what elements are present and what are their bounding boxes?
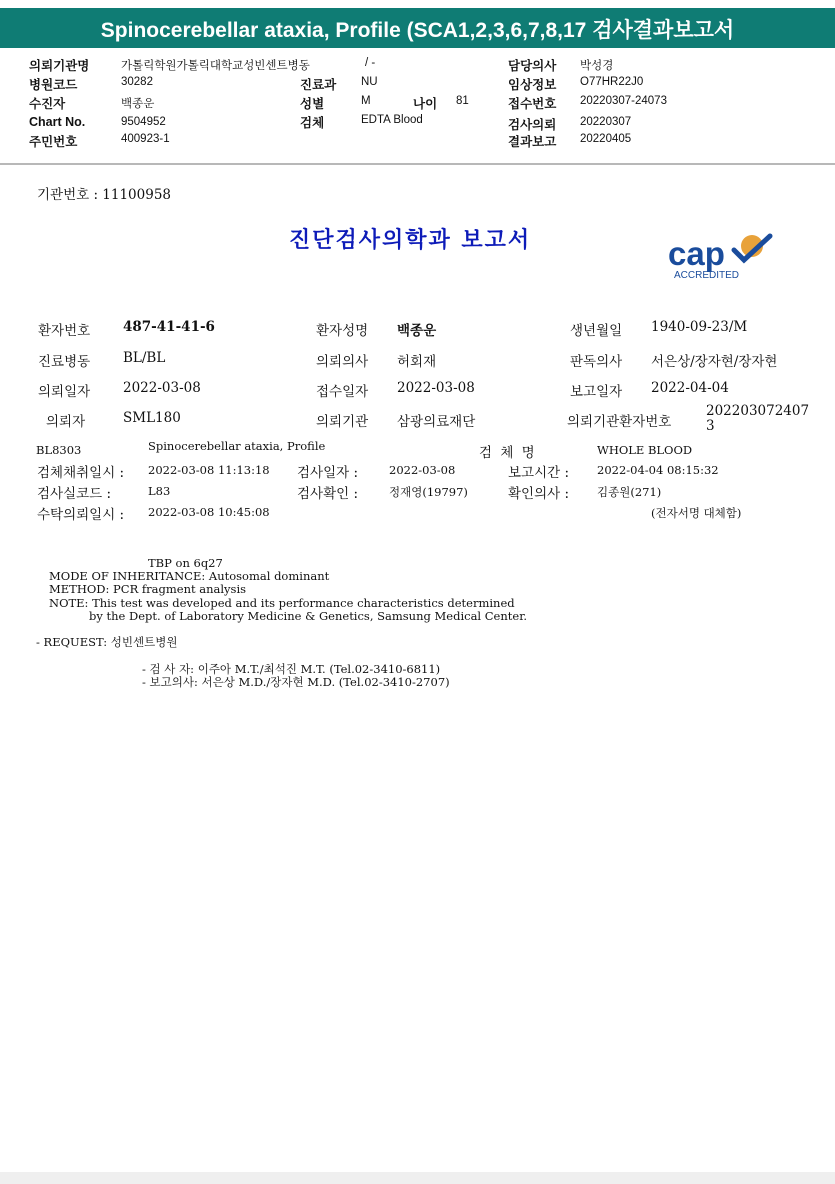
- cap-logo-text: cap: [668, 235, 725, 272]
- reporter-line: - 보고의사: 서은상 M.D./장자현 M.D. (Tel.02-3410-2707): [142, 675, 450, 689]
- consign-label: 수탁의뢰일시 :: [37, 507, 125, 523]
- inst-patient-no-value-1: 202203072407: [706, 403, 810, 419]
- requester-label: 의뢰자: [46, 414, 86, 430]
- examiner-line: - 검 사 자: 이주아 M.T./최석진 M.T. (Tel.02-3410-6811): [142, 662, 441, 676]
- institution-value: 가톨릭학원가톨릭대학교성빈센트병동: [121, 60, 310, 72]
- ward-value: BL/BL: [123, 350, 166, 366]
- specimen-name-label: 검 체 명: [479, 445, 537, 461]
- patient-value: 백종운: [121, 98, 155, 110]
- requester-value: SML180: [123, 410, 181, 426]
- specimen-label: 검체: [300, 116, 325, 130]
- consign-value: 2022-03-08 10:45:08: [148, 505, 270, 519]
- reading-label: 판독의사: [570, 354, 623, 370]
- doctor-label: 담당의사: [508, 59, 557, 73]
- patient-label: 수진자: [29, 97, 66, 111]
- test-code: BL8303: [36, 443, 82, 457]
- reading-value: 서은상/장자현/장자현: [651, 354, 778, 370]
- report-date-value: 20220405: [580, 133, 632, 145]
- req-date-label: 의뢰일자: [38, 384, 91, 400]
- room-value: L83: [148, 484, 171, 498]
- inst-patient-no-label: 의뢰기관환자번호: [567, 414, 672, 430]
- dept-label: 진료과: [300, 78, 337, 92]
- title-bar: [0, 8, 835, 48]
- institution-label: 의뢰기관명: [29, 59, 90, 73]
- exam-date-label: 검사일자 :: [297, 465, 359, 481]
- request-date-value: 20220307: [580, 116, 632, 128]
- report-time-value: 2022-04-04 08:15:32: [597, 463, 719, 477]
- sex-value: M: [361, 95, 371, 107]
- confirm-value: 정재영(19797): [389, 485, 468, 499]
- doctor-value: 박성경: [580, 60, 614, 72]
- specimen-name-value: WHOLE BLOOD: [597, 443, 693, 457]
- body-line-2: MODE OF INHERITANCE: Autosomal dominant: [49, 569, 330, 583]
- verify-label: 확인의사 :: [508, 486, 570, 502]
- req-inst-value: 삼광의료재단: [397, 414, 476, 430]
- recv-date-value: 2022-03-08: [397, 380, 475, 396]
- hospital-code-label: 병원코드: [29, 78, 78, 92]
- age-value: 81: [456, 95, 469, 107]
- inst-patient-no-value-2: 3: [706, 418, 715, 434]
- req-doctor-value: 허회재: [397, 354, 437, 370]
- patient-no-label: 환자번호: [38, 323, 91, 339]
- exam-date-value: 2022-03-08: [389, 463, 456, 477]
- esign-note: (전자서명 대체함): [651, 506, 742, 520]
- dept-value: NU: [361, 76, 378, 88]
- report-title: 진단검사의학과 보고서: [289, 227, 532, 253]
- recv-date-label: 접수일자: [316, 384, 369, 400]
- request-date-label: 검사의뢰: [508, 118, 557, 132]
- chart-label: Chart No.: [29, 115, 86, 129]
- bottom-strip: [0, 1172, 835, 1184]
- cap-logo-subtext: ACCREDITED: [674, 270, 740, 281]
- request-line: - REQUEST: 성빈센트병원: [36, 635, 178, 649]
- body-line-4: NOTE: This test was developed and its performance characteristics determined: [49, 596, 515, 610]
- cap-accredited-logo: [666, 232, 778, 282]
- institution-number: 기관번호 : 11100958: [37, 187, 172, 203]
- patient-no-value: 487-41-41-6: [123, 319, 215, 335]
- chart-value: 9504952: [121, 116, 166, 128]
- report-date-label: 결과보고: [508, 135, 557, 149]
- receipt-value: 20220307-24073: [580, 95, 667, 107]
- institution-slash: / -: [365, 57, 376, 69]
- name-value: 백종운: [397, 323, 437, 339]
- req-doctor-label: 의뢰의사: [316, 354, 369, 370]
- page-title: Spinocerebellar ataxia, Profile (SCA1,2,3,6,7,8,17 검사결과보고서: [100, 19, 735, 42]
- req-inst-label: 의뢰기관: [316, 414, 369, 430]
- specimen-value: EDTA Blood: [361, 114, 423, 126]
- report-date-grid-value: 2022-04-04: [651, 380, 729, 396]
- clinical-value: O77HR22J0: [580, 76, 644, 88]
- clinical-label: 임상정보: [508, 78, 557, 92]
- test-name: Spinocerebellar ataxia, Profile: [148, 439, 326, 453]
- confirm-label: 검사확인 :: [297, 486, 359, 502]
- sex-label: 성별: [300, 97, 325, 111]
- body-line-3: METHOD: PCR fragment analysis: [49, 582, 247, 596]
- room-label: 검사실코드 :: [37, 486, 112, 502]
- age-label: 나이: [413, 97, 438, 111]
- name-label: 환자성명: [316, 323, 369, 339]
- dob-label: 생년월일: [570, 323, 623, 339]
- dob-value: 1940-09-23/M: [651, 319, 748, 335]
- receipt-label: 접수번호: [508, 97, 557, 111]
- body-line-5: by the Dept. of Laboratory Medicine & Genetics, Samsung Medical Center.: [89, 609, 528, 623]
- req-date-value: 2022-03-08: [123, 380, 201, 396]
- resident-value: 400923-1: [121, 133, 170, 145]
- body-line-1: TBP on 6q27: [148, 556, 223, 570]
- report-date-grid-label: 보고일자: [570, 384, 623, 400]
- verify-value: 김종원(271): [597, 485, 662, 499]
- collect-label: 검체채취일시 :: [37, 465, 125, 481]
- header-divider: [0, 163, 835, 165]
- ward-label: 진료병동: [38, 354, 91, 370]
- hospital-code-value: 30282: [121, 76, 153, 88]
- report-time-label: 보고시간 :: [508, 465, 570, 481]
- collect-value: 2022-03-08 11:13:18: [148, 463, 270, 477]
- resident-label: 주민번호: [29, 135, 78, 149]
